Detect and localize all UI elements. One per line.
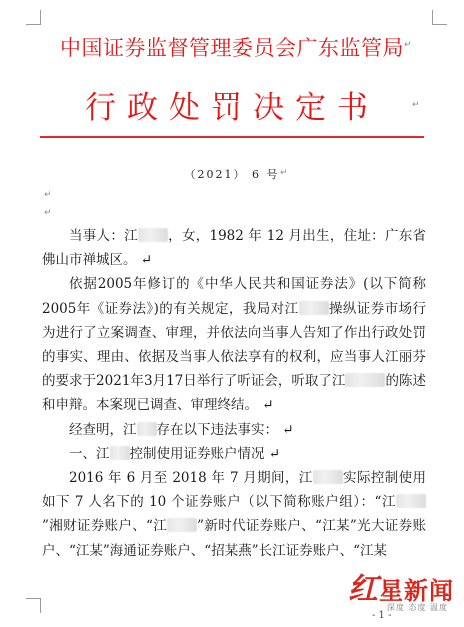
document-number: （2021） 6 号 [184, 168, 280, 181]
party-paragraph: 当事人：江 ，女，1982 年 12 月出生，住址：广东省佛山市禅城区。 ↵ [42, 228, 426, 269]
redaction-mask [167, 518, 197, 532]
watermark-brand: 红星新闻 [348, 572, 454, 607]
document-body [42, 224, 426, 563]
basis-paragraph: 依据2005年修订的《中华人民共和国证券法》(以下简称2005年《证券法》)的有关规定，我局对江 操纵证券市场行为进行了立案调查、审理，并依法向当事人告知了作出行政处罚的事实、理由、依据及当事人依法享有的权利，应当事人江丽芬的要求于2021年3月17日举行了听证会，听取了江 的陈述和申辩。本案现已调查、审理终结。 ↵ [42, 276, 427, 414]
paragraph-mark-icon: ↵ [280, 168, 288, 178]
findings-intro-paragraph: 经查明，江 存在以下违法事实： ↵ [69, 421, 294, 438]
redaction-mask [313, 470, 343, 484]
redaction-mask [396, 494, 426, 508]
paragraph-mark-icon: ↵ [44, 208, 52, 218]
redaction-mask [138, 228, 168, 242]
redaction-mask [299, 301, 329, 315]
margin-corner-bottom-left [26, 598, 41, 613]
redaction-mask [345, 373, 385, 387]
page-number: - 1 - [372, 610, 392, 621]
watermark-tagline: 深度 态度 温度 [386, 603, 448, 612]
section-heading-1: 一、江 控制使用证券账户情况 ↵ [69, 445, 281, 462]
redaction-mask [110, 446, 130, 460]
paragraph-mark-icon: ↵ [412, 100, 420, 110]
redaction-mask [137, 422, 157, 436]
news-watermark-logo [348, 564, 454, 620]
margin-corner-top-right [432, 10, 447, 25]
accounts-paragraph: 2016 年 6 月至 2018 年 7 月期间，江 实际控制使用如下 7 人名下的 10 个证券账户（以下简称账户组）：“江”湘财证券账户、“江 ”新时代证券账户、“江某”光大证券账户、“江某”海通证券账户、“招某燕”长江证券账户、“江某 [42, 470, 427, 559]
issuing-organization: 中国证券监督管理委员会广东监管局 [60, 36, 404, 60]
paragraph-mark-icon: ↵ [44, 190, 52, 200]
margin-corner-top-left [26, 10, 41, 25]
paragraph-mark-icon: ↵ [404, 40, 412, 50]
document-title: 行政处罚决定书 [85, 90, 379, 126]
header-red-rule [40, 136, 424, 138]
